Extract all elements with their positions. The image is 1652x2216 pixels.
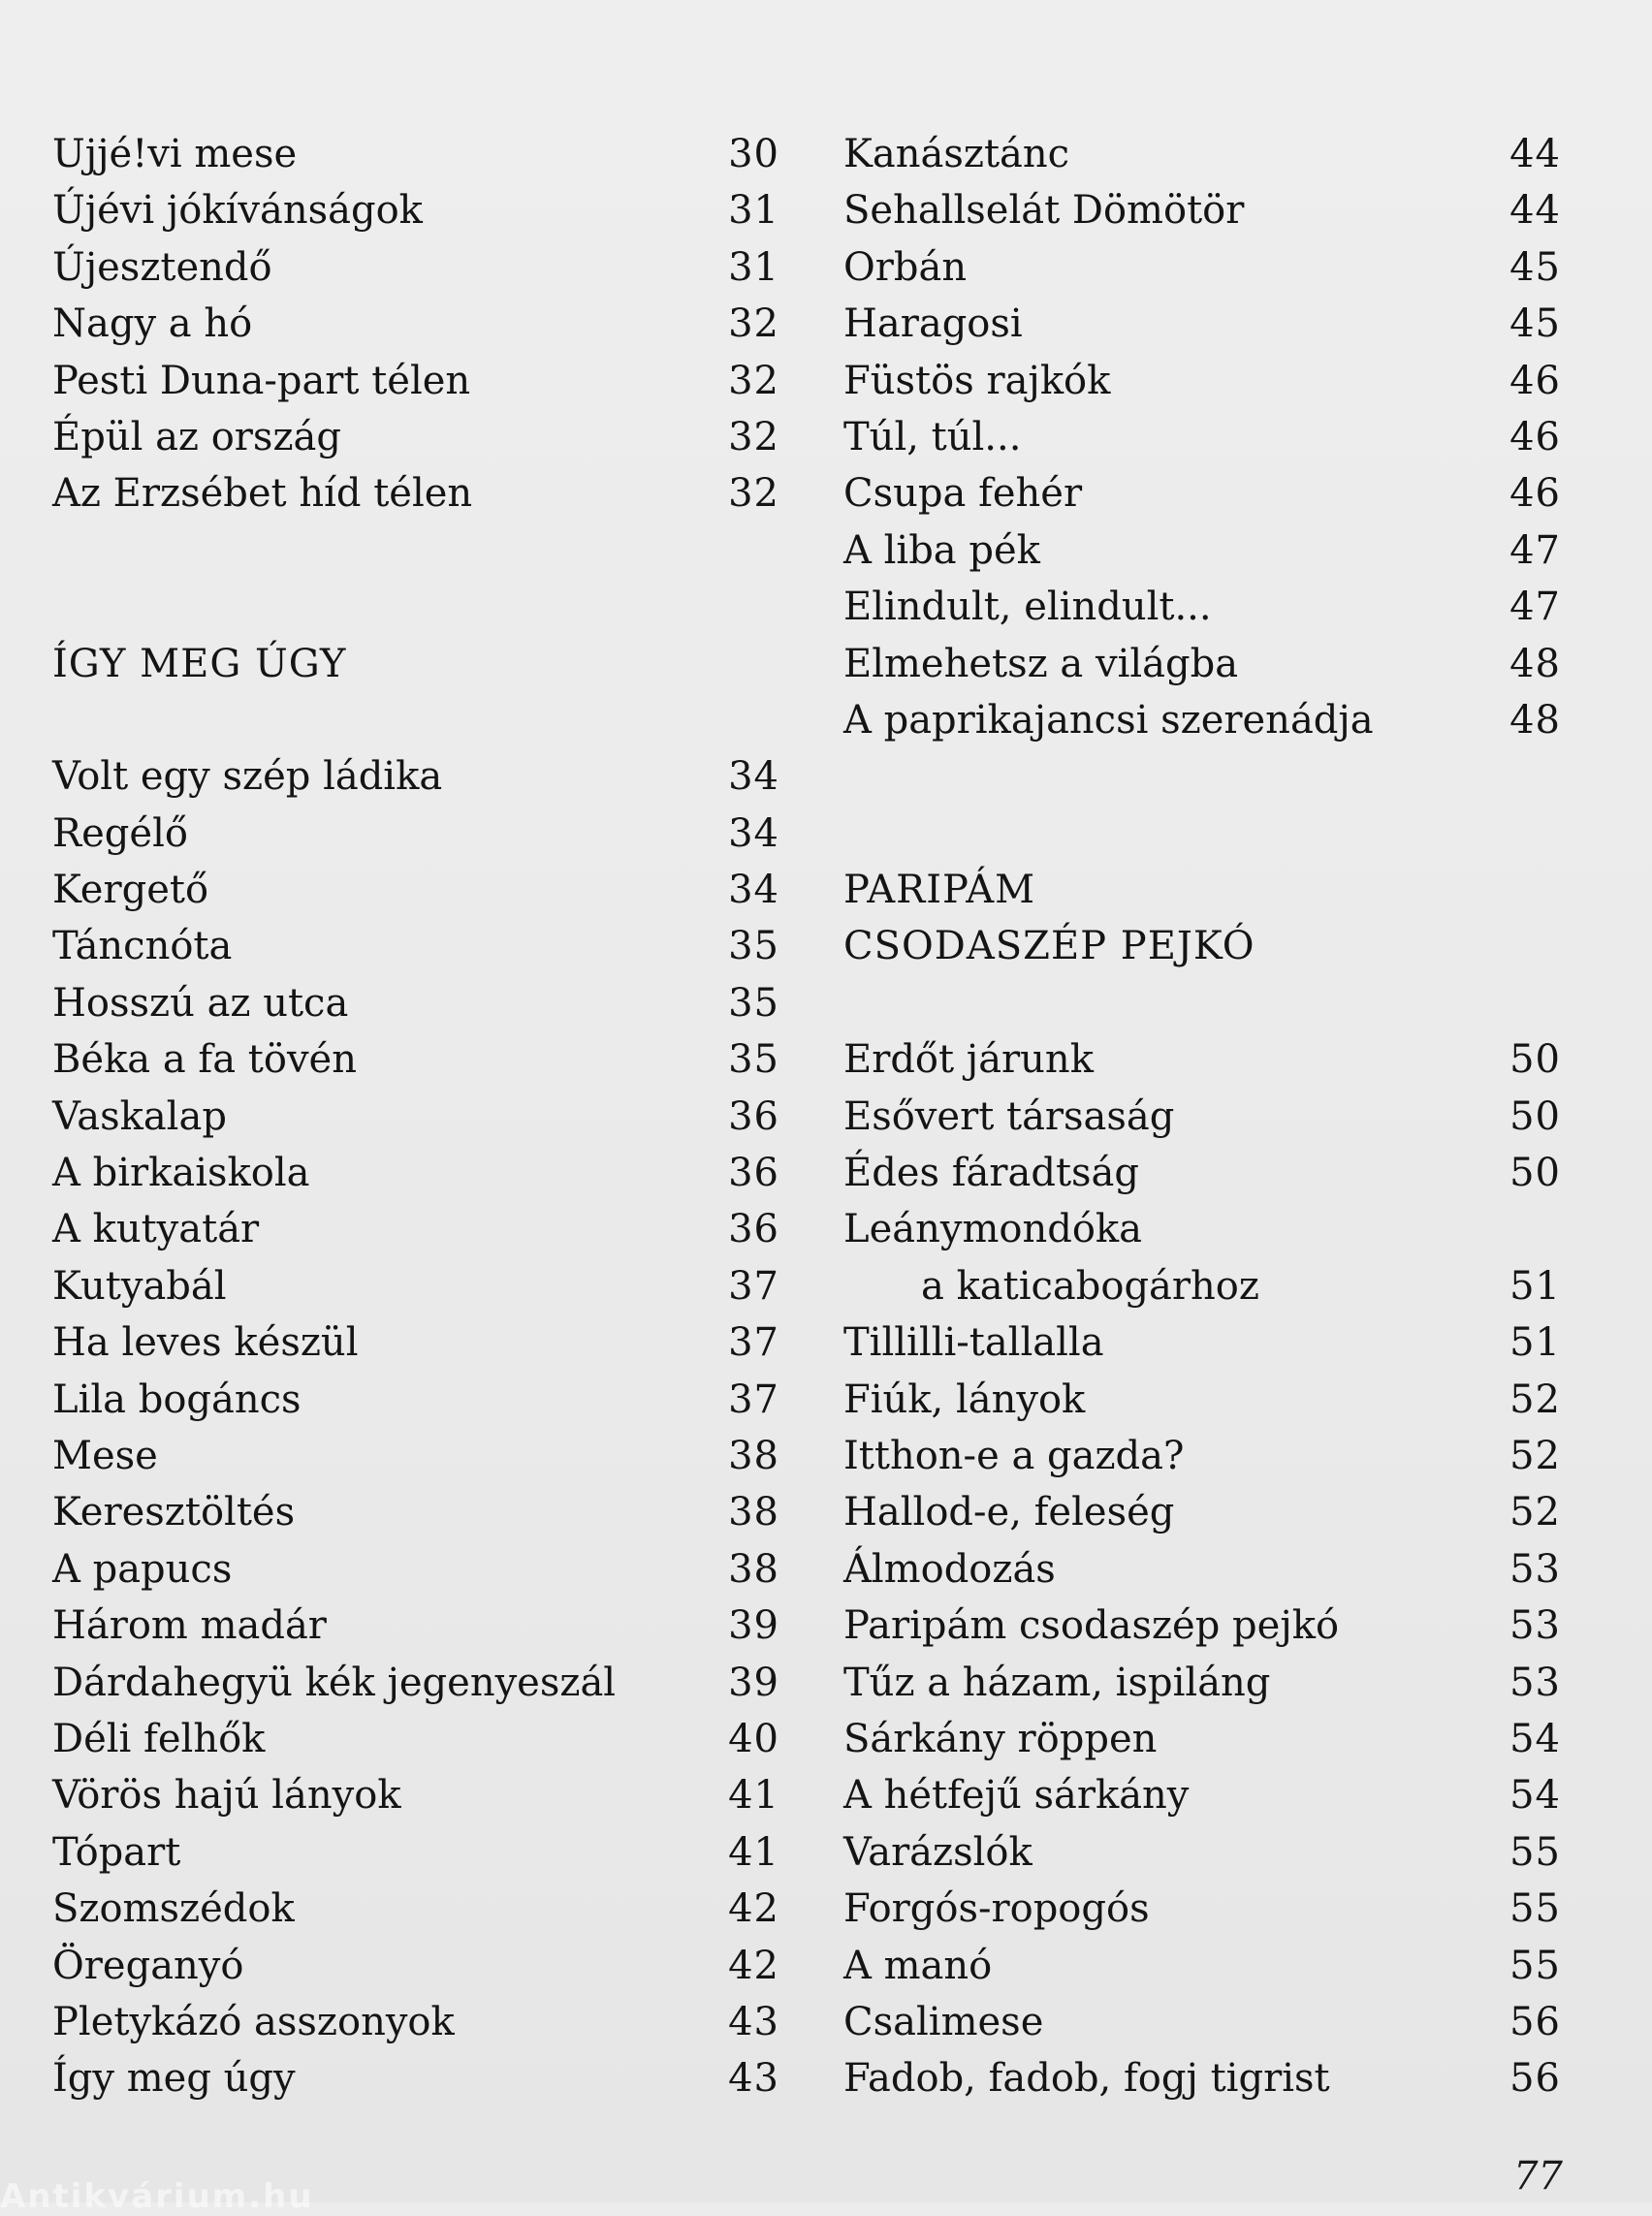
toc-entry-page: 36 xyxy=(728,1207,779,1252)
toc-entry xyxy=(843,636,1561,692)
toc-entry xyxy=(843,1711,1561,1767)
section-heading: ÍGY MEG ÚGY xyxy=(52,641,347,686)
toc-entry xyxy=(52,1314,779,1371)
section-heading-line1: PARIPÁM xyxy=(843,868,1036,913)
toc-entry xyxy=(843,1655,1561,1711)
toc-entry-title: Újévi jókívánságok xyxy=(52,188,423,234)
toc-left-column xyxy=(52,126,779,2107)
toc-entry-page: 41 xyxy=(728,1829,779,1875)
page-number: 77 xyxy=(1513,2154,1563,2199)
toc-entry xyxy=(843,2050,1561,2106)
toc-entry xyxy=(52,1372,779,1428)
toc-entry-title: Táncnóta xyxy=(52,924,233,969)
toc-entry-page: 54 xyxy=(1509,1716,1561,1761)
toc-entry-title: Orbán xyxy=(843,244,968,290)
toc-entry-page: 55 xyxy=(1509,1829,1561,1875)
toc-entry-title: Erdőt járunk xyxy=(843,1037,1094,1083)
toc-entry-page: 53 xyxy=(1509,1660,1561,1705)
toc-entry xyxy=(843,1824,1561,1881)
toc-entry-title: Így meg úgy xyxy=(52,2056,296,2102)
toc-entry-title: Kergető xyxy=(52,868,209,913)
toc-entry-page: 36 xyxy=(728,1151,779,1196)
toc-entry xyxy=(52,1881,779,1937)
toc-entry-title: A liba pék xyxy=(843,527,1040,573)
toc-entry-page: 38 xyxy=(728,1546,779,1592)
toc-entry xyxy=(52,1711,779,1767)
toc-entry xyxy=(52,126,779,182)
toc-entry xyxy=(52,1484,779,1540)
toc-entry-title: Lila bogáncs xyxy=(52,1377,302,1422)
toc-entry-page: 52 xyxy=(1509,1377,1561,1422)
toc-entry xyxy=(52,918,779,974)
toc-entry xyxy=(843,1314,1561,1371)
toc-entry-page: 45 xyxy=(1509,301,1561,347)
toc-entry xyxy=(52,409,779,465)
toc-entry-title: Itthon-e a gazda? xyxy=(843,1433,1185,1478)
toc-entry xyxy=(52,862,779,918)
toc-entry-title: Ujjé!vi mese xyxy=(52,132,298,176)
toc-entry xyxy=(843,579,1561,635)
toc-entry-page: 34 xyxy=(728,810,779,856)
toc-entry-page: 37 xyxy=(728,1377,779,1422)
toc-entry xyxy=(843,522,1561,579)
toc-entry xyxy=(52,353,779,409)
toc-entry-page: 44 xyxy=(1509,188,1561,234)
toc-entry xyxy=(843,239,1561,296)
toc-entry-title: Elindult, elindult... xyxy=(843,585,1212,630)
toc-entry-page: 50 xyxy=(1509,1037,1561,1083)
toc-entry-page: 30 xyxy=(728,132,779,176)
toc-entry-title: Csupa fehér xyxy=(843,471,1083,517)
toc-entry-page: 42 xyxy=(728,1886,779,1932)
toc-entry xyxy=(52,1201,779,1257)
toc-entry-title: Fiúk, lányok xyxy=(843,1377,1086,1422)
toc-entry xyxy=(52,1994,779,2050)
toc-entry-page: 47 xyxy=(1509,585,1561,630)
toc-entry-title: Túl, túl... xyxy=(843,414,1022,459)
toc-entry-page: 51 xyxy=(1509,1320,1561,1366)
toc-entry-title: A kutyatár xyxy=(52,1207,260,1252)
toc-entry-title: Tillilli-tallalla xyxy=(843,1320,1104,1366)
toc-entry-page: 34 xyxy=(728,868,779,913)
toc-entry-title: Pesti Duna-part télen xyxy=(52,358,471,403)
toc-entry-title: Pletykázó asszonyok xyxy=(52,1999,455,2044)
toc-entry xyxy=(843,692,1561,748)
toc-entry xyxy=(52,1031,779,1088)
toc-entry xyxy=(52,2050,779,2106)
toc-entry xyxy=(52,465,779,522)
toc-entry-page: 37 xyxy=(728,1320,779,1366)
toc-entry-title: Keresztöltés xyxy=(52,1490,296,1535)
toc-entry-title: Édes fáradtság xyxy=(843,1151,1139,1196)
toc-entry-title: Vörös hajú lányok xyxy=(52,1773,401,1819)
toc-entry-page: 38 xyxy=(728,1490,779,1535)
toc-entry xyxy=(843,353,1561,409)
toc-entry xyxy=(52,239,779,296)
toc-entry-title: Mese xyxy=(52,1433,158,1478)
toc-entry-title: Füstös rajkók xyxy=(843,358,1111,403)
toc-entry-page: 46 xyxy=(1509,414,1561,459)
toc-entry-title: Három madár xyxy=(52,1603,327,1649)
toc-entry-title: Varázslók xyxy=(843,1829,1032,1875)
toc-entry-page: 43 xyxy=(728,1999,779,2044)
toc-entry-title: Öreganyó xyxy=(52,1943,244,1988)
toc-entry-title: A paprikajancsi szerenádja xyxy=(843,697,1374,743)
toc-entry xyxy=(52,1428,779,1484)
toc-entry-page: 32 xyxy=(728,414,779,459)
toc-entry-title: Tűz a házam, ispiláng xyxy=(843,1660,1271,1705)
toc-entry-page: 52 xyxy=(1509,1490,1561,1535)
toc-entry-page: 55 xyxy=(1509,1943,1561,1988)
toc-entry-title: a katicabogárhoz xyxy=(921,1263,1259,1309)
toc-entry-page: 45 xyxy=(1509,244,1561,290)
toc-entry xyxy=(843,1089,1561,1145)
toc-entry xyxy=(843,1881,1561,1937)
toc-entry-page: 43 xyxy=(728,2056,779,2102)
toc-entry-title: Béka a fa tövén xyxy=(52,1037,357,1083)
toc-entry xyxy=(52,1258,779,1314)
toc-entry-title: Ha leves készül xyxy=(52,1320,359,1366)
toc-entry xyxy=(52,1089,779,1145)
toc-entry-page: 32 xyxy=(728,301,779,347)
toc-entry-title: Álmodozás xyxy=(843,1546,1056,1592)
toc-entry-title: Leánymondóka xyxy=(843,1207,1142,1252)
toc-entry xyxy=(843,1767,1561,1823)
toc-entry-page: 55 xyxy=(1509,1886,1561,1932)
toc-entry-page: 44 xyxy=(1509,132,1561,176)
toc-entry-page: 39 xyxy=(728,1660,779,1705)
toc-right-column xyxy=(843,126,1561,2107)
toc-entry xyxy=(843,1372,1561,1428)
toc-entry-title: A hétfejű sárkány xyxy=(843,1773,1190,1819)
toc-entry xyxy=(843,1145,1561,1201)
watermark: Antikvárium.hu xyxy=(0,2177,314,2216)
toc-entry-title: Nagy a hó xyxy=(52,301,253,347)
toc-entry-title: Kutyabál xyxy=(52,1263,227,1309)
toc-entry xyxy=(843,1541,1561,1598)
toc-entry-title: Forgós-ropogós xyxy=(843,1886,1150,1932)
toc-entry xyxy=(52,806,779,862)
toc-entry-page: 46 xyxy=(1509,471,1561,517)
toc-entry xyxy=(843,1484,1561,1540)
toc-entry-page: 50 xyxy=(1509,1093,1561,1139)
toc-entry-page: 53 xyxy=(1509,1603,1561,1649)
toc-entry-title: Dárdahegyü kék jegenyeszál xyxy=(52,1660,617,1705)
toc-entry xyxy=(843,1201,1561,1257)
toc-entry xyxy=(52,182,779,238)
toc-entry-page: 35 xyxy=(728,924,779,969)
toc-entry xyxy=(843,465,1561,522)
toc-entry-title: Volt egy szép ládika xyxy=(52,754,443,800)
toc-entry-title: Szomszédok xyxy=(52,1886,295,1932)
toc-entry-page: 51 xyxy=(1509,1263,1561,1309)
toc-entry-title: Csalimese xyxy=(843,1999,1044,2044)
toc-entry xyxy=(843,296,1561,352)
toc-entry-page: 39 xyxy=(728,1603,779,1649)
toc-entry xyxy=(52,1655,779,1711)
toc-entry-title: A papucs xyxy=(52,1546,233,1592)
toc-entry xyxy=(843,1428,1561,1484)
toc-entry-page: 56 xyxy=(1509,2056,1561,2102)
toc-entry-page: 32 xyxy=(728,471,779,517)
toc-entry-title: Vaskalap xyxy=(52,1093,227,1139)
toc-entry-page: 50 xyxy=(1509,1151,1561,1196)
toc-entry xyxy=(52,975,779,1031)
toc-entry-page: 34 xyxy=(728,754,779,800)
toc-entry-title: Hosszú az utca xyxy=(52,980,349,1026)
toc-entry-title: A birkaiskola xyxy=(52,1151,310,1196)
toc-entry-title: Sárkány röppen xyxy=(843,1716,1158,1761)
section-heading-line2: CSODASZÉP PEJKÓ xyxy=(843,924,1255,969)
toc-entry-title: A manó xyxy=(843,1943,993,1988)
toc-entry-title: Tópart xyxy=(52,1829,181,1875)
toc-entry-page: 35 xyxy=(728,1037,779,1083)
toc-entry xyxy=(843,126,1561,182)
toc-entry-page: 52 xyxy=(1509,1433,1561,1478)
toc-entry-title: Paripám csodaszép pejkó xyxy=(843,1603,1340,1649)
toc-entry-page: 48 xyxy=(1509,641,1561,686)
toc-entry xyxy=(843,1598,1561,1654)
toc-entry xyxy=(52,1541,779,1598)
toc-entry-page: 37 xyxy=(728,1263,779,1309)
toc-entry-title: Kanásztánc xyxy=(843,132,1070,176)
toc-entry xyxy=(52,1767,779,1823)
toc-entry xyxy=(52,1598,779,1654)
toc-entry-title: Épül az ország xyxy=(52,414,341,459)
toc-entry-page: 46 xyxy=(1509,358,1561,403)
toc-entry-page: 53 xyxy=(1509,1546,1561,1592)
toc-entry-title: Esővert társaság xyxy=(843,1093,1175,1139)
toc-entry xyxy=(52,1824,779,1881)
toc-entry xyxy=(843,1258,1561,1314)
toc-entry-page: 32 xyxy=(728,358,779,403)
toc-entry xyxy=(843,1938,1561,1994)
toc-entry xyxy=(843,1031,1561,1088)
toc-entry-title: Regélő xyxy=(52,810,188,856)
toc-entry-title: Az Erzsébet híd télen xyxy=(52,471,473,517)
toc-entry-title: Haragosi xyxy=(843,301,1023,347)
toc-entry-page: 54 xyxy=(1509,1773,1561,1819)
toc-entry xyxy=(52,296,779,352)
toc-entry xyxy=(843,182,1561,238)
toc-entry xyxy=(52,748,779,805)
toc-entry-page: 56 xyxy=(1509,1999,1561,2044)
toc-entry-page: 31 xyxy=(728,188,779,234)
toc-entry xyxy=(52,1938,779,1994)
toc-entry-page: 47 xyxy=(1509,527,1561,573)
toc-entry-title: Fadob, fadob, fogj tigrist xyxy=(843,2056,1330,2102)
toc-entry-page: 41 xyxy=(728,1773,779,1819)
toc-entry-page: 31 xyxy=(728,244,779,290)
toc-entry xyxy=(52,1145,779,1201)
toc-entry-page: 36 xyxy=(728,1093,779,1139)
toc-entry xyxy=(843,409,1561,465)
toc-entry-title: Déli felhők xyxy=(52,1716,266,1761)
toc-entry-title: Újesztendő xyxy=(52,244,272,290)
toc-entry xyxy=(843,1994,1561,2050)
toc-entry-page: 42 xyxy=(728,1943,779,1988)
toc-entry-title: Hallod-e, feleség xyxy=(843,1490,1175,1535)
toc-entry-title: Elmehetsz a világba xyxy=(843,641,1239,686)
toc-entry-page: 48 xyxy=(1509,697,1561,743)
toc-entry-page: 38 xyxy=(728,1433,779,1478)
toc-entry-page: 35 xyxy=(728,980,779,1026)
toc-entry-page: 40 xyxy=(728,1716,779,1761)
toc-entry-title: Sehallselát Dömötör xyxy=(843,188,1245,234)
